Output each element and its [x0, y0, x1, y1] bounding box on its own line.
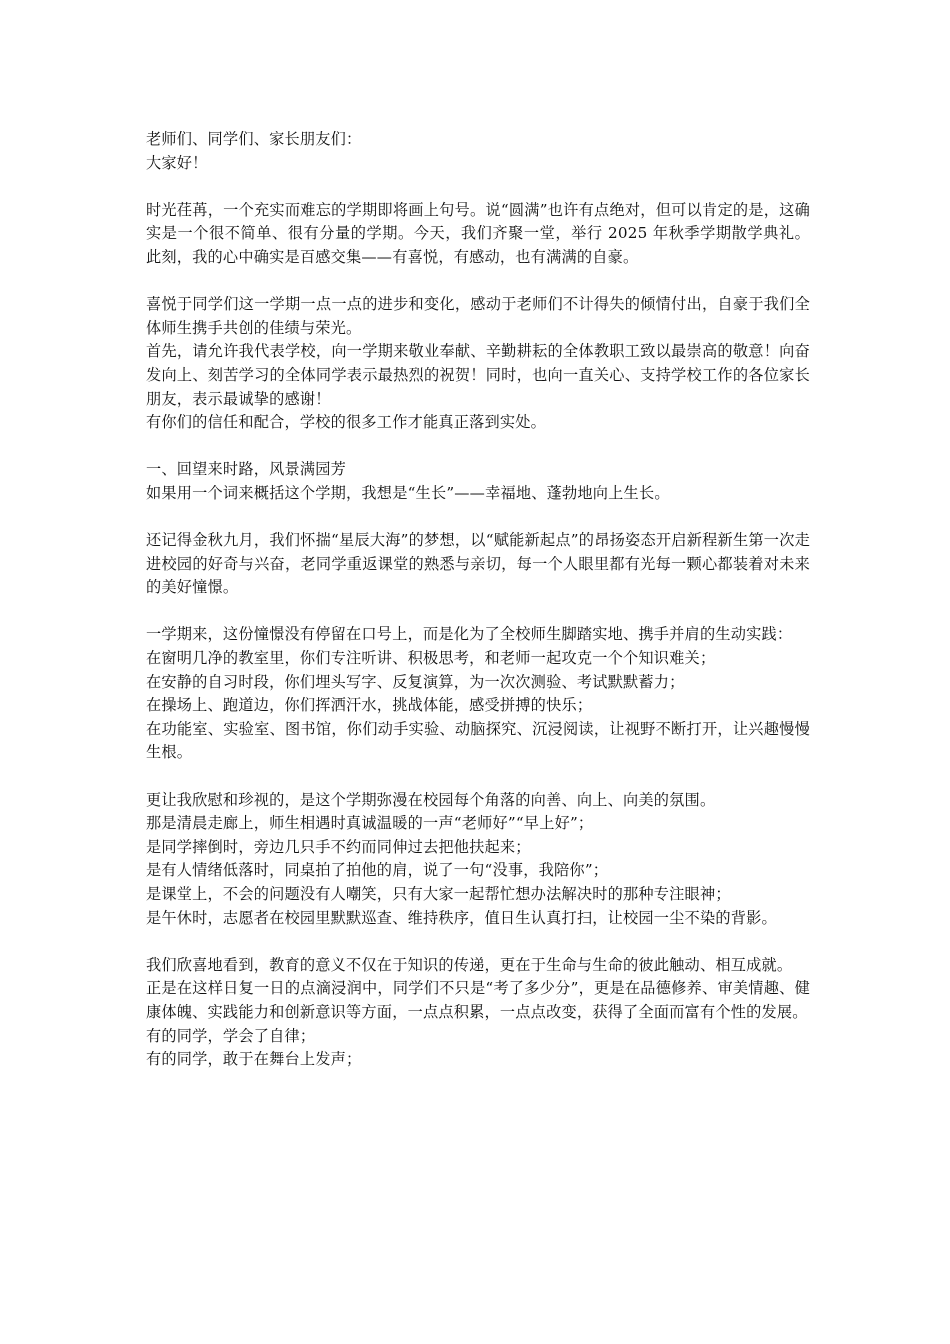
paragraph: 还记得金秋九月，我们怀揣“星辰大海”的梦想，以“赋能新起点”的昂扬姿态开启新程新生第一次走进校园的好奇与兴奋，老同学重返课堂的熟悉与亲切，每一个人眼里都有光每一颗心都装着对未来的美好憧憬。 [146, 531, 810, 597]
paragraph: 如果用一个词来概括这个学期，我想是“生长”——幸福地、蓬勃地向上生长。 [146, 483, 670, 502]
paragraph-gap [146, 270, 810, 294]
paragraph: 喜悦于同学们这一学期一点一点的进步和变化，感动于老师们不计得失的倾情付出，自豪于我们全体师生携手共创的佳绩与荣光。 [146, 295, 810, 337]
paragraph-gap [146, 600, 810, 624]
paragraph: 一学期来，这份憧憬没有停留在口号上，而是化为了全校师生脚踏实地、携手并肩的生动实践： [146, 625, 793, 644]
greeting: 大家好！ [146, 153, 208, 172]
section-heading: 一、回望来时路，风景满园芳 [146, 460, 347, 479]
paragraph: 是课堂上，不会的问题没有人嘲笑，只有大家一起帮忙想办法解决时的那种专注眼神； [146, 885, 731, 903]
paragraph: 是午休时，志愿者在校园里默默巡查、维持秩序，值日生认真打扫，让校园一尘不染的背影。 [146, 908, 777, 927]
paragraph: 在安静的自习时段，你们埋头写字、反复演算，为一次次测验、考试默默蓄力； [146, 672, 685, 691]
paragraph: 时光荏苒，一个充实而难忘的学期即将画上句号。说“圆满”也许有点绝对，但可以肯定的是，这确实是一个很不简单、很有分量的学期。今天，我们齐聚一堂，举行 2025 年秋季学期散学典礼。此刻，我的心中确实是百感交集——有喜悦，有感动，也有满满的自豪。 [146, 200, 810, 266]
paragraph: 首先，请允许我代表学校，向一学期来敬业奉献、辛勤耕耘的全体教职工致以最崇高的敬意！向奋发向上、刻苦学习的全体同学表示最热烈的祝贺！同时，也向一直关心、支持学校工作的各位家长朋友，表示最诚挚的感谢！ [146, 342, 810, 408]
paragraph: 在操场上、跑道边，你们挥洒汗水，挑战体能，感受拼搏的快乐； [146, 696, 593, 715]
paragraph-gap [146, 765, 810, 789]
paragraph: 有的同学，敢于在舞台上发声； [146, 1050, 362, 1069]
paragraph: 是有人情绪低落时，同桌拍了拍他的肩，说了一句“没事，我陪你”； [146, 861, 609, 880]
document-body [146, 128, 810, 1072]
paragraph: 有你们的信任和配合，学校的很多工作才能真正落到实处。 [146, 413, 547, 432]
salutation: 老师们、同学们、家长朋友们： [146, 130, 362, 148]
paragraph: 更让我欣慰和珍视的，是这个学期弥漫在校园每个角落的向善、向上、向美的氛围。 [146, 790, 716, 809]
paragraph: 我们欣喜地看到，教育的意义不仅在于知识的传递，更在于生命与生命的彼此触动、相互成就。 [146, 955, 793, 974]
paragraph: 在窗明几净的教室里，你们专注听讲、积极思考，和老师一起攻克一个个知识难关； [146, 649, 716, 668]
paragraph-gap [146, 175, 810, 199]
paragraph: 有的同学，学会了自律； [146, 1026, 316, 1045]
paragraph: 是同学摔倒时，旁边几只手不约而同伸过去把他扶起来； [146, 837, 531, 856]
paragraph: 那是清晨走廊上，师生相遇时真诚温暖的一声“老师好”“早上好”； [146, 814, 594, 833]
paragraph: 正是在这样日复一日的点滴浸润中，同学们不只是“考了多少分”，更是在品德修养、审美情趣、健康体魄、实践能力和创新意识等方面，一点点积累，一点点改变，获得了全面而富有个性的发展。 [146, 979, 810, 1021]
paragraph-gap [146, 506, 810, 530]
paragraph-gap [146, 435, 810, 459]
paragraph: 在功能室、实验室、图书馆，你们动手实验、动脑探究、沉浸阅读，让视野不断打开，让兴趣慢慢生根。 [146, 719, 810, 762]
paragraph-gap [146, 930, 810, 954]
